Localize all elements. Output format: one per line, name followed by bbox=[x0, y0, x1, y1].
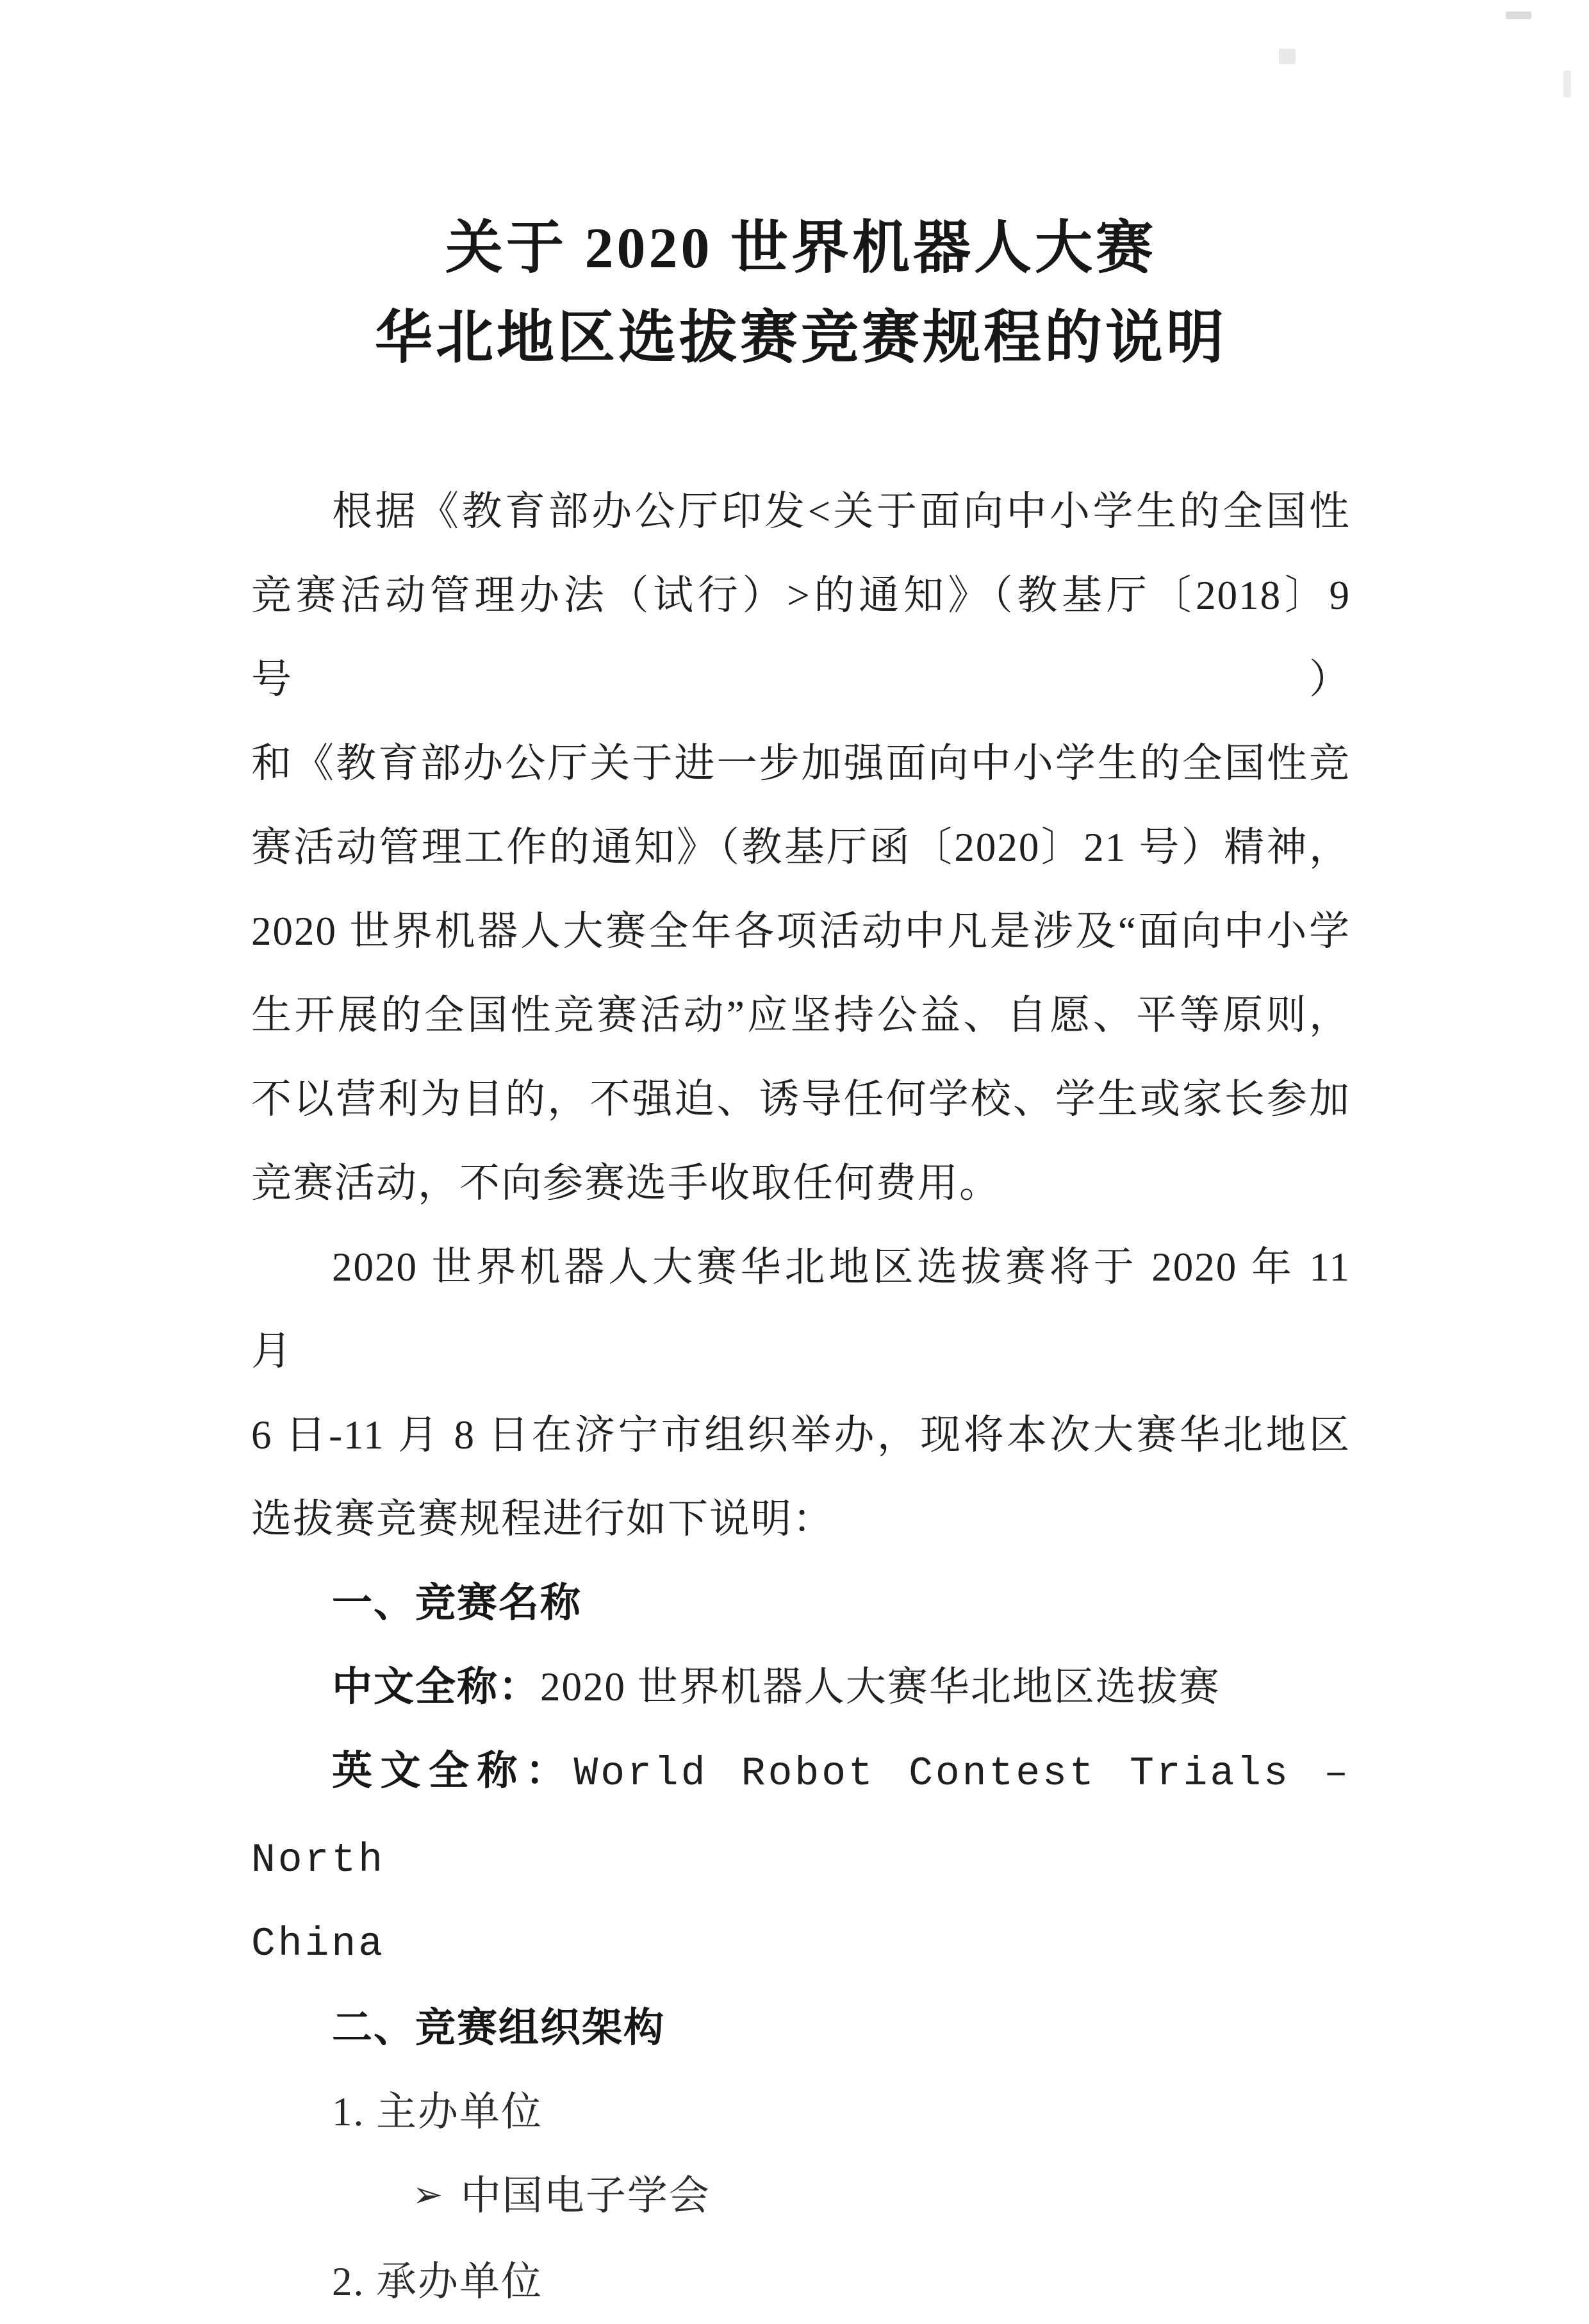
doc-title-line-2: 华北地区选拔赛竞赛规程的说明 bbox=[375, 306, 1227, 370]
title-body-gap bbox=[251, 383, 1351, 470]
paragraph-1-line-5: 2020 世界机器人大赛全年各项活动中凡是涉及“面向中小学 bbox=[251, 909, 1351, 954]
paragraph-1-line-6: 生开展的全国性竞赛活动”应坚持公益、自愿、平等原则， bbox=[251, 993, 1351, 1038]
paragraph-1-line-7: 不以营利为目的，不强迫、诱导任何学校、学生或家长参加 bbox=[251, 1077, 1351, 1122]
paragraph-2-line-3: 选拔赛竞赛规程进行如下说明： bbox=[251, 1497, 834, 1541]
org-item-host-label: 1. 主办单位 bbox=[332, 2089, 543, 2134]
doc-title-line-1: 关于 2020 世界机器人大赛 bbox=[445, 217, 1157, 280]
english-name-line bbox=[251, 1729, 1378, 1902]
line-text: 中国电子学会 bbox=[460, 2173, 711, 2218]
chinese-name-line bbox=[251, 1645, 1351, 1729]
line-text: 2020 世界机器人大赛华北地区选拔赛 bbox=[540, 1664, 1221, 1709]
english-name-line-2: China bbox=[251, 1921, 386, 1967]
paragraph-1-line-8: 竞赛活动，不向参赛选手收取任何费用。 bbox=[251, 1161, 1001, 1206]
section-heading-1: 一、竞赛名称 bbox=[332, 1581, 582, 1625]
org-item-organizer-label: 2. 承办单位 bbox=[332, 2259, 543, 2304]
line-label: 英文全称： bbox=[332, 1748, 574, 1793]
paragraph-2-line-2: 6 日-11 月 8 日在济宁市组织举办，现将本次大赛华北地区 bbox=[251, 1413, 1351, 1457]
document-body bbox=[251, 204, 1378, 2324]
paragraph-1-line-2: 竞赛活动管理办法（试行）>的通知》（教基厅〔2018〕9 号） bbox=[251, 573, 1362, 702]
paragraph-1-line-4: 赛活动管理工作的通知》（教基厅函〔2020〕21 号）精神， bbox=[251, 825, 1351, 870]
paragraph-2-line-1: 2020 世界机器人大赛华北地区选拔赛将于 2020 年 11 月 bbox=[251, 1245, 1362, 1374]
line-label: 中文全称： bbox=[332, 1664, 540, 1709]
section-heading-2: 二、竞赛组织架构 bbox=[332, 2005, 665, 2050]
paragraph-1-line-3: 和《教育部办公厅关于进一步加强面向中小学生的全国性竞 bbox=[251, 741, 1351, 786]
scan-artifact bbox=[1279, 49, 1296, 64]
scan-artifact bbox=[1563, 71, 1571, 97]
org-item-host-value bbox=[251, 2154, 1351, 2240]
line-text: World Robot Contest Trials – North bbox=[251, 1751, 1378, 1883]
paragraph-1-line-1: 根据《教育部办公厅印发<关于面向中小学生的全国性 bbox=[332, 489, 1351, 534]
arrow-bullet-icon: ➢ bbox=[413, 2175, 444, 2215]
scan-artifact bbox=[1506, 12, 1531, 19]
